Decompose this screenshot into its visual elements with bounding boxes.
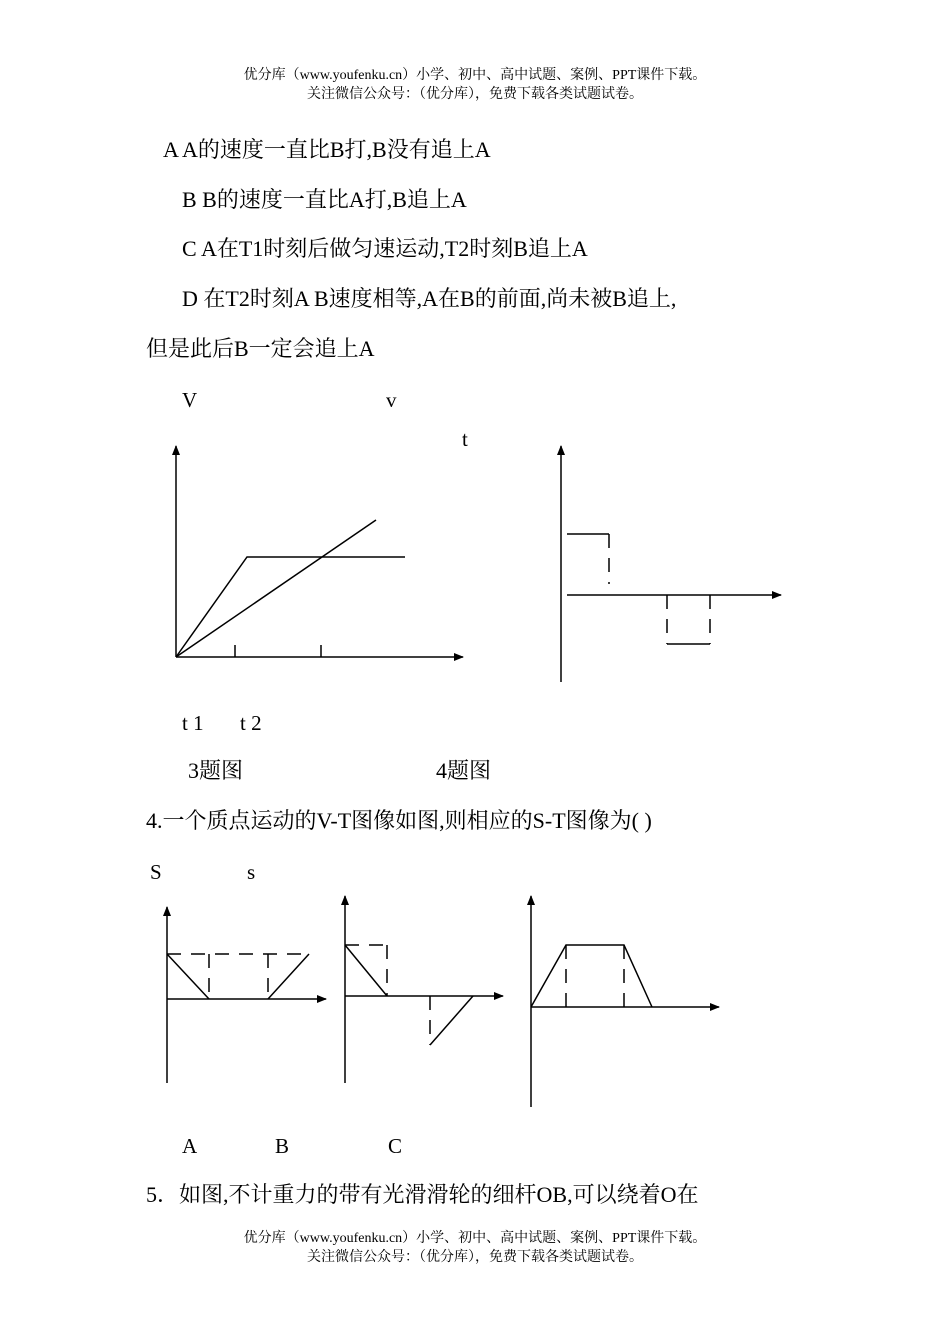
- graph-b-left-line: [345, 945, 387, 996]
- option-d-line-1: D 在T2时刻A B速度相等,A在B的前面,尚未被B追上,: [182, 286, 677, 311]
- graph-a-right-line: [268, 954, 309, 999]
- fig3-line-b: [176, 520, 376, 657]
- answer-s-label-lower: s: [247, 860, 256, 884]
- option-c: C A在T1时刻后做匀速运动,T2时刻B追上A: [182, 236, 588, 261]
- footer-line-2: 关注微信公众号：（优分库），免费下载各类试题试卷。: [307, 1250, 643, 1265]
- fig3-vt-graph: [176, 446, 463, 657]
- footer-line-1: 优分库（www.youfenku.cn）小学、初中、高中试题、案例、PPT课件下载。: [243, 1231, 707, 1246]
- option-a: A A的速度一直比B打,B没有追上A: [163, 137, 491, 162]
- fig4-v-label: v: [386, 388, 397, 412]
- header-line-1: 优分库（www.youfenku.cn）小学、初中、高中试题、案例、PPT课件下载。: [243, 68, 707, 83]
- answer-graph-c: [531, 896, 719, 1107]
- fig4-vt-graph: [561, 446, 781, 682]
- choice-a-label: A: [182, 1134, 198, 1158]
- question-4: 4.一个质点运动的V-T图像如图,则相应的S-T图像为( ): [146, 808, 652, 833]
- answer-s-label-upper: S: [150, 860, 162, 884]
- fig3-line-a: [176, 557, 405, 657]
- fig3-t-label: t: [462, 427, 468, 451]
- choice-c-label: C: [388, 1134, 403, 1158]
- question-5: 5．如图,不计重力的带有光滑滑轮的细杆OB,可以绕着O在: [146, 1182, 699, 1207]
- header-line-2: 关注微信公众号：（优分库），免费下载各类试题试卷。: [307, 87, 643, 102]
- graph-b-right-line: [430, 996, 473, 1045]
- answer-graph-a: [167, 907, 326, 1083]
- graph-c-trapezoid: [531, 945, 652, 1007]
- fig4-caption: 4题图: [436, 758, 492, 783]
- graph-a-left-line: [167, 954, 209, 999]
- fig3-tick-t1: t 1: [182, 711, 204, 735]
- fig3-caption: 3题图: [188, 758, 244, 783]
- fig3-tick-t2: t 2: [240, 711, 262, 735]
- choice-b-label: B: [275, 1134, 290, 1158]
- option-d-line-2: 但是此后B一定会追上A: [146, 336, 375, 361]
- answer-graph-b: [345, 896, 503, 1083]
- fig3-v-label: V: [182, 388, 198, 412]
- option-b: B B的速度一直比A打,B追上A: [182, 187, 467, 212]
